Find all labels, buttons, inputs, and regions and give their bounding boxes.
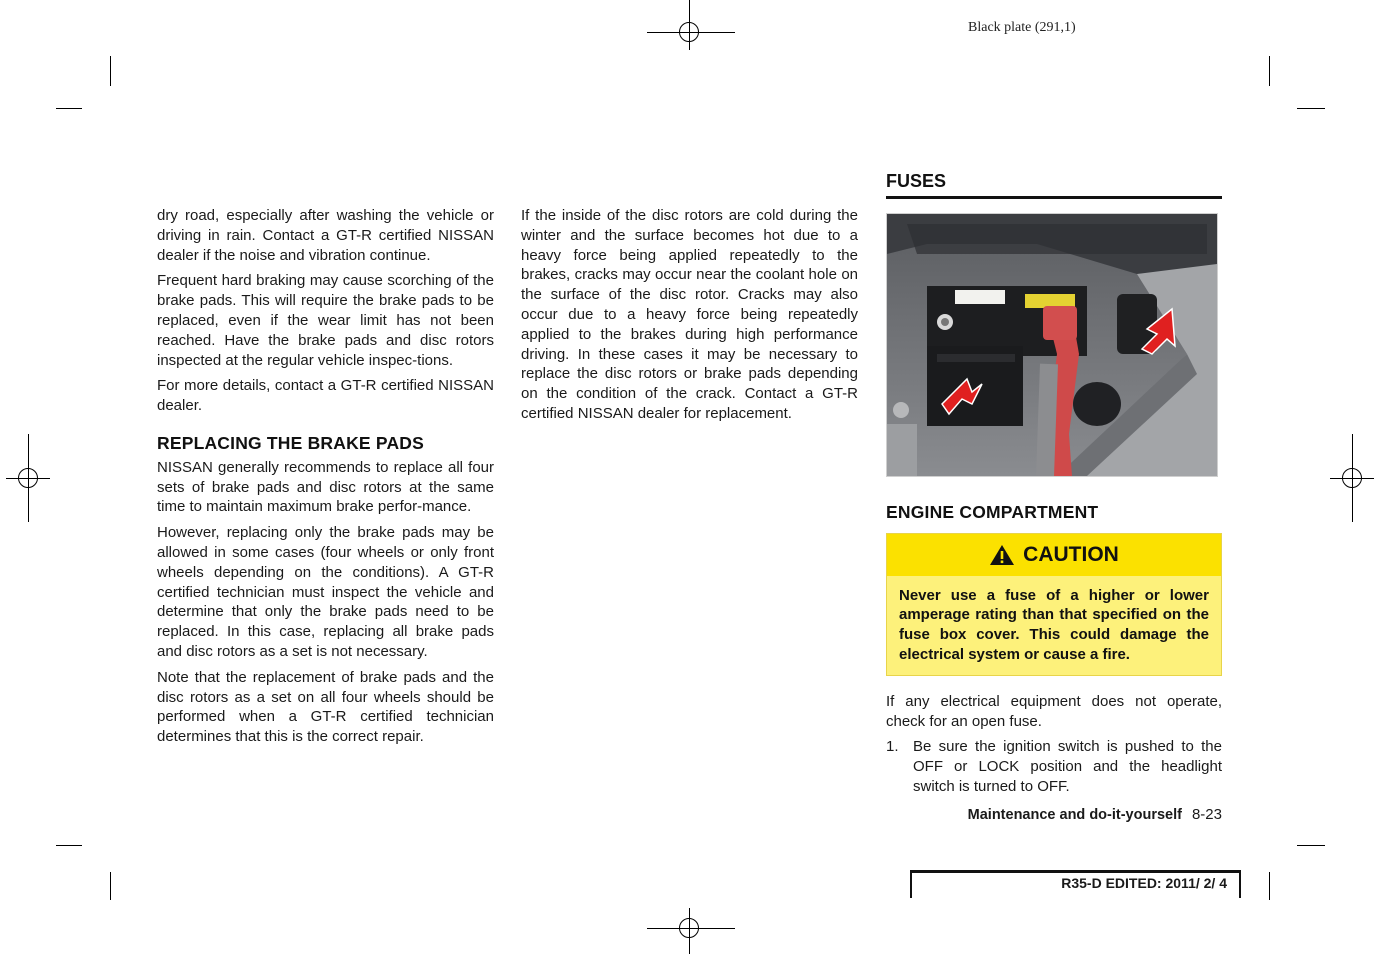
- caution-header: [887, 534, 1221, 576]
- section-heading-engine-compartment: ENGINE COMPARTMENT: [886, 501, 1099, 522]
- section-heading-brake-pads: REPLACING THE BRAKE PADS: [157, 432, 424, 453]
- engine-compartment-photo: [886, 213, 1218, 477]
- list-item: [886, 737, 1222, 796]
- paragraph: dry road, especially after washing the vehicle or driving in rain. Contact a GT-R certified NISSAN dealer if the noise and vibration continue.: [157, 207, 494, 264]
- caution-box: [886, 533, 1222, 676]
- plate-label: Black plate (291,1): [968, 20, 1076, 35]
- page-footer: [886, 806, 1222, 823]
- registration-mark-bottom: [657, 896, 721, 954]
- paragraph: However, replacing only the brake pads may be allowed in some cases (four wheels or only front wheels depending on the conditions). A GT-R certified technician must inspect the vehicle and determine that only the brake pads need to be replaced. In this case, replacing all brake pads and disc rotors as a set is not necessary.: [157, 524, 494, 660]
- warning-triangle-icon: [989, 544, 1015, 566]
- column-left: [157, 206, 494, 753]
- paragraph: For more details, contact a GT-R certified NISSAN dealer.: [157, 377, 494, 415]
- registration-mark-right: [1320, 446, 1381, 510]
- paragraph: Note that the replacement of brake pads and the disc rotors as a set on all four wheels should be performed when a GT-R certified technician determines that this is the correct repair.: [157, 668, 494, 746]
- column-middle: [521, 206, 858, 430]
- page-number: 8-23: [1191, 806, 1222, 823]
- paragraph: Frequent hard braking may cause scorching of the brake pads. This will require the brake pads to be replaced, even if the wear limit has not been reached. Have the brake pads and disc rotors inspected at the regular vehicle inspec-tions.: [157, 272, 494, 369]
- registration-mark-left: [0, 446, 60, 510]
- column-right: [886, 172, 1222, 797]
- list-item-number: 1.: [886, 738, 899, 756]
- caution-title: CAUTION: [1023, 542, 1119, 566]
- registration-mark-top: [657, 0, 721, 64]
- footer-section-title: Maintenance and do-it-yourself: [967, 807, 1182, 823]
- edited-stamp: R35-D EDITED: 2011/ 2/ 4: [910, 870, 1241, 898]
- paragraph: If the inside of the disc rotors are cold during the winter and the surface becomes hot due to a heavy force being applied repeatedly to the brakes, cracks may occur near the coolant hole on the surface of the disc rotor. Cracks may also occur due to a heavy force being repeatedly applied to the brakes during high performance driving. In these cases it may be necessary to replace the disc rotors or brake pads depending on the condition of the crack. Contact a GT-R certified NISSAN dealer for replacement.: [521, 207, 858, 422]
- paragraph: NISSAN generally recommends to replace all four sets of brake pads and disc rotors at the same time to maintain maximum brake perfor-mance.: [157, 458, 494, 516]
- list-item-text: Be sure the ignition switch is pushed to the OFF or LOCK position and the headlight switch is turned to OFF.: [913, 738, 1222, 795]
- paragraph: If any electrical equipment does not operate, check for an open fuse.: [886, 692, 1222, 730]
- caution-text: Never use a fuse of a higher or lower amperage rating than that specified on the fuse box cover. This could damage the electrical system or cause a fire.: [899, 586, 1209, 663]
- section-heading-fuses: FUSES: [886, 172, 1222, 199]
